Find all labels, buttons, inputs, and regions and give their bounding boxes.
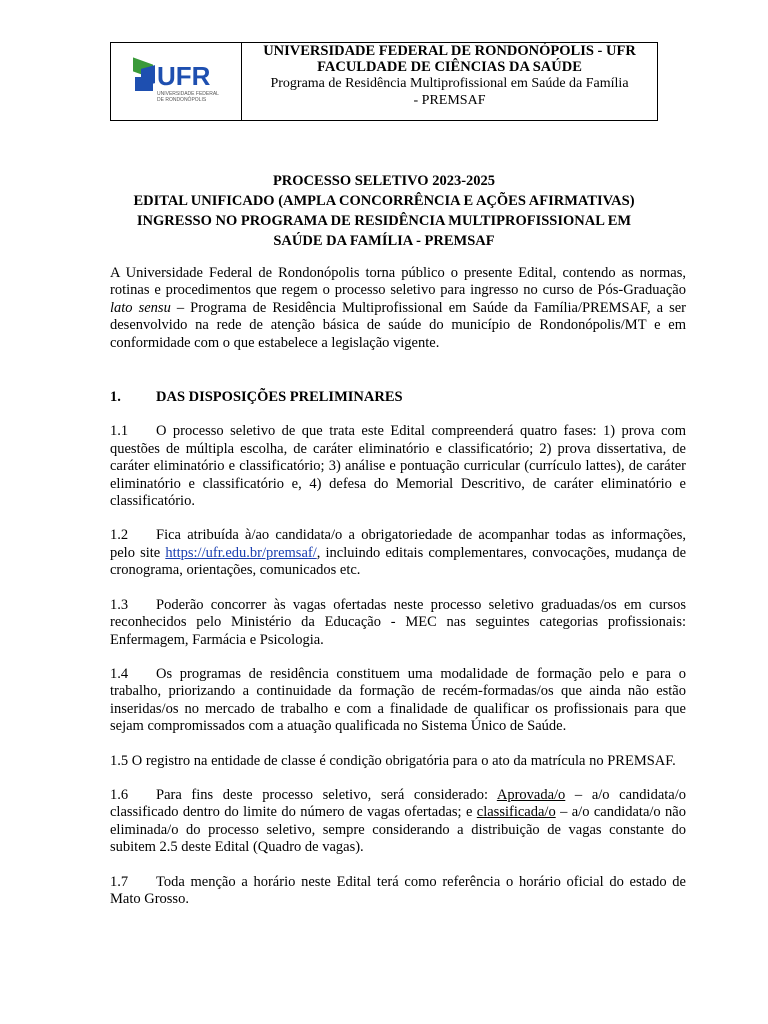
- premsaf-link[interactable]: https://ufr.edu.br/premsaf/: [165, 544, 317, 561]
- item-1-4: 1.4 Os programas de residência constituem uma modalidade de formação pelo e para o trabalho, priorizando a continuidade da formação de recém-formadas/os que ainda não estão inseridas/os no mercado de trabalho e com a finalidade de qualificar os profissionais para que sejam compromissados com a atuação qualificada no Sistema Único de Saúde.: [110, 665, 686, 735]
- section-1-title: 1. DAS DISPOSIÇÕES PRELIMINARES: [110, 389, 403, 406]
- item-1-5: 1.5 O registro na entidade de classe é condição obrigatória para o ato da matrícula no PREMSAF.: [110, 752, 676, 769]
- heading-line-1: PROCESSO SELETIVO 2023-2025: [272, 173, 496, 189]
- item-1-2: 1.2 Fica atribuída à/ao candidata/o a obrigatoriedade de acompanhar todas as informações, pelo site https://ufr.edu.br/premsaf/, incluindo editais complementares, convocações, mudança de cronograma, orientações, comunicados etc.: [110, 527, 686, 579]
- logo-word: UFR: [157, 61, 211, 91]
- program-acronym: - PREMSAF: [413, 93, 486, 108]
- header-title-cell: [242, 43, 657, 120]
- item-1-7: 1.7 Toda menção a horário neste Edital terá como referência o horário oficial do estado de Mato Grosso.: [110, 873, 686, 907]
- ufr-logo: [133, 61, 229, 107]
- program-name: Programa de Residência Multiprofissional em Saúde da Família: [270, 76, 629, 91]
- header-table: [110, 42, 658, 121]
- item-1-3: 1.3 Poderão concorrer às vagas ofertadas neste processo seletivo graduadas/os em cursos reconhecidos pelo Ministério da Educação - MEC nas seguintes categorias profissionais: Enfermagem, Farmácia e Psicologia.: [110, 596, 686, 648]
- approved-term: Aprovada/o: [496, 786, 566, 803]
- document-heading: [110, 171, 658, 251]
- intro-paragraph: A Universidade Federal de Rondonópolis torna público o presente Edital, contendo as normas, rotinas e procedimentos que regem o processo seletivo para ingresso no curso de Pós-Graduação lato sensu – Programa de Residência Multiprofissional em Saúde da Família/PREMSAF, a ser desenvolvido na rede de atenção básica de saúde do município de Rondonópolis/MT e em conformidade com o que estabelece a legislação vigente.: [110, 265, 687, 351]
- classified-term: classificada/o: [476, 804, 556, 821]
- logo-cell: [111, 43, 242, 120]
- heading-line-4: SAÚDE DA FAMÍLIA - PREMSAF: [273, 233, 495, 249]
- document-body: [110, 265, 686, 908]
- item-1-6: 1.6 Para fins deste processo seletivo, será considerado: Aprovada/o – a/o candidata/o classificado dentro do limite do número de vagas ofertadas; e classificada/o – a/o candidata/o não eliminada/o do processo seletivo, sempre considerando a distribuição de vagas constante do subitem 2.5 deste Edital (Quadro de vagas).: [110, 786, 686, 856]
- heading-line-3: INGRESSO NO PROGRAMA DE RESIDÊNCIA MULTIPROFISSIONAL EM: [136, 213, 632, 229]
- heading-line-2: EDITAL UNIFICADO (AMPLA CONCORRÊNCIA E AÇÕES AFIRMATIVAS): [133, 193, 635, 209]
- faculty-name: FACULDADE DE CIÊNCIAS DA SAÚDE: [317, 59, 582, 75]
- item-1-1: 1.1 O processo seletivo de que trata este Edital compreenderá quatro fases: 1) prova com questões de múltipla escolha, de caráter eliminatório e classificatório; 2) prova dissertativa, de caráter eliminatório e classificatório; 3) análise e pontuação curricular (currículo lattes), de caráter eliminatório e classificatório e, 4) defesa do Memorial Descritivo, de caráter eliminatório e classificatório.: [110, 423, 686, 510]
- logo-subtext: UNIVERSIDADE FEDERAL DE RONDONÓPOLIS: [157, 91, 219, 103]
- university-name: UNIVERSIDADE FEDERAL DE RONDONÓPOLIS - UFR: [263, 43, 636, 59]
